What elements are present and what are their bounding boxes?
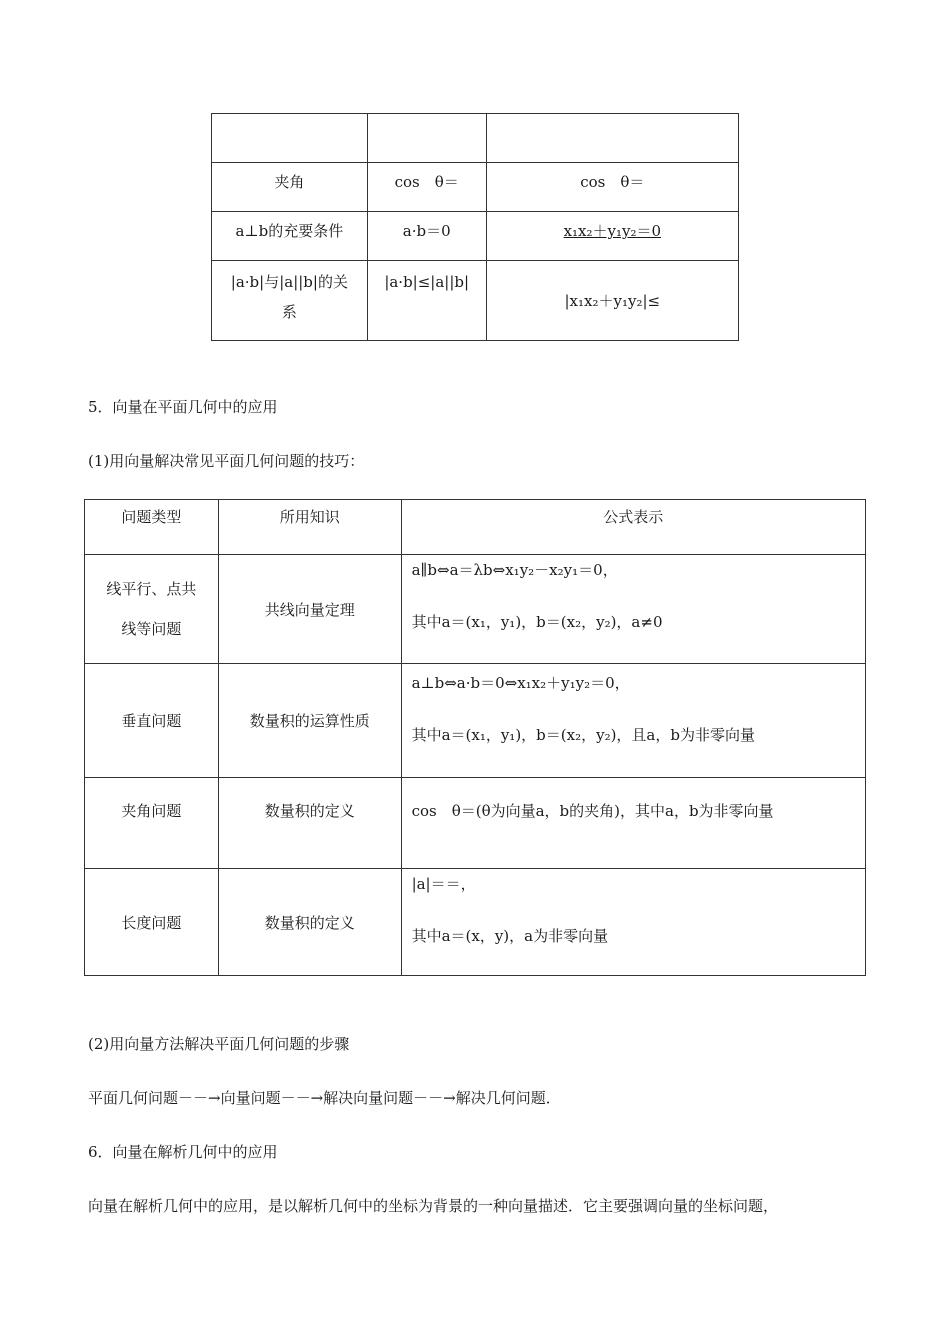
cell-line: |a|＝＝， — [411, 875, 476, 893]
cell-line: a∥b⇔a＝λb⇔x₁y₂－x₂y₁＝0， — [411, 561, 618, 579]
table-cell: 数量积的运算性质 — [218, 664, 401, 778]
section-5-sub2: (2)用向量方法解决平面几何问题的步骤 — [88, 1035, 350, 1053]
geometry-techniques-table — [84, 499, 866, 976]
table-cell — [212, 114, 368, 163]
cell-line: 其中a＝(x，y)，a为非零向量 — [411, 927, 609, 945]
table-cell: 垂直问题 — [85, 664, 219, 778]
table-cell: 长度问题 — [85, 869, 219, 976]
table-cell: a⊥b的充要条件 — [212, 212, 368, 261]
vector-comparison-table — [211, 113, 739, 341]
table-cell: |a·b|与|a||b|的关系 — [212, 261, 368, 341]
table-cell: 夹角问题 — [85, 778, 219, 869]
section-5-heading: 5．向量在平面几何中的应用 — [88, 398, 278, 416]
table-cell: 数量积的定义 — [218, 869, 401, 976]
table-cell: cos θ＝ — [486, 163, 738, 212]
table-cell: cos θ＝ — [367, 163, 486, 212]
table-cell — [401, 664, 865, 778]
section-5-steps: 平面几何问题－－→向量问题－－→解决向量问题－－→解决几何问题． — [88, 1089, 561, 1107]
table-cell: |x₁x₂＋y₁y₂|≤ — [486, 261, 738, 341]
table-header: 所用知识 — [218, 500, 401, 555]
section-6-heading: 6．向量在解析几何中的应用 — [88, 1143, 278, 1161]
cell-line: 线平行、点共 — [106, 580, 197, 598]
table-cell — [486, 114, 738, 163]
cell-line: 其中a＝(x₁，y₁)，b＝(x₂，y₂)，且a，b为非零向量 — [411, 726, 755, 744]
table-cell: 共线向量定理 — [218, 555, 401, 664]
table-header: 公式表示 — [401, 500, 865, 555]
cell-line: 其中a＝(x₁，y₁)，b＝(x₂，y₂)，a≠0 — [411, 613, 663, 631]
table-cell — [85, 555, 219, 664]
cell-line: a⊥b⇔a·b＝0⇔x₁x₂＋y₁y₂＝0， — [411, 674, 630, 692]
section-5-sub1: (1)用向量解决常见平面几何问题的技巧： — [88, 452, 365, 470]
table-cell — [401, 869, 865, 976]
table-cell: x₁x₂＋y₁y₂＝0 — [486, 212, 738, 261]
table-cell — [367, 114, 486, 163]
cell-line: 线等问题 — [121, 620, 182, 638]
table-header: 问题类型 — [85, 500, 219, 555]
table-cell: 数量积的定义 — [218, 778, 401, 869]
table-cell: |a·b|≤|a||b| — [367, 261, 486, 341]
table-cell: a·b＝0 — [367, 212, 486, 261]
table-cell: cos θ＝(θ为向量a，b的夹角)，其中a，b为非零向量 — [401, 778, 865, 869]
table-cell: 夹角 — [212, 163, 368, 212]
table-cell — [401, 555, 865, 664]
section-6-text: 向量在解析几何中的应用，是以解析几何中的坐标为背景的一种向量描述．它主要强调向量的坐标问题， — [88, 1197, 779, 1215]
